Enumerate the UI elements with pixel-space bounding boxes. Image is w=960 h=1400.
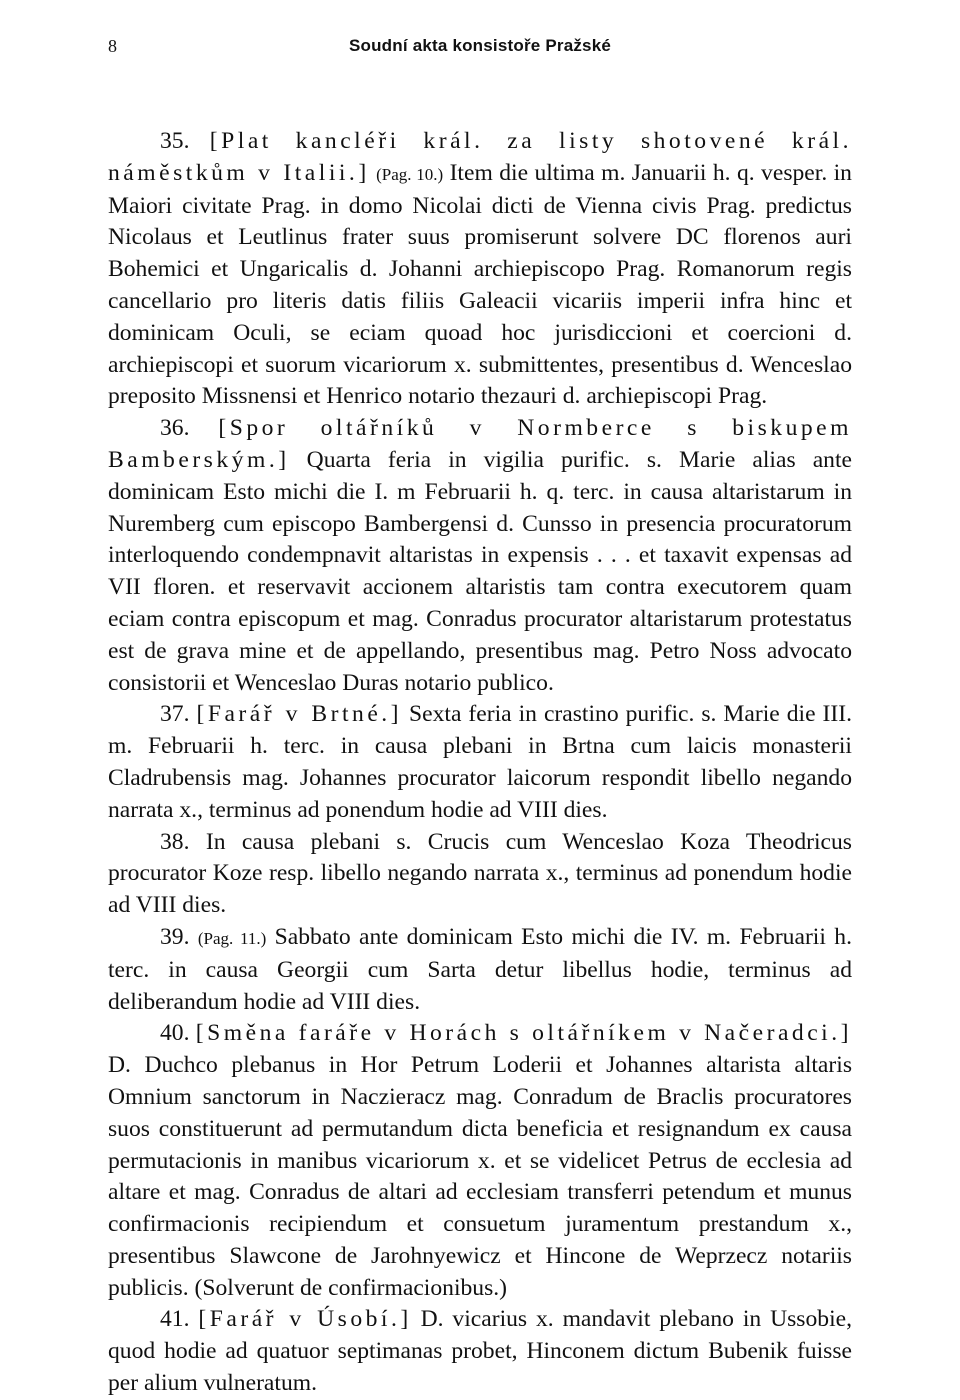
entry-text: Item die ultima m. Januarii h. q. vesper. in Maiori civitate Prag. in domo Nicolai dicti de Vienna civis Prag. predictus Nicolaus et Leutlinus frater suus promiserunt solvere DC florenos auri Bohemici et Ungaricalis d. Johanni archiepiscopo Prag. Romanorum regis cancellario pro literis datis filiis Galeacii vicariis imperii infra hinc et dominicam Oculi, se eciam quoad hoc jurisdiccioni et coercioni d. archiepiscopi et suorum vicariorum x. submittentes, presentibus d. Wenceslao preposito Missnensi et Henrico notario thezauri d. archiepiscopi Prag.: [108, 159, 852, 410]
entry-text: Quarta feria in vigilia purific. s. Marie alias ante dominicam Esto michi die I. m Februarii h. q. terc. in causa altaristarum in Nuremberg cum episcopo Bambergensi d. Cunsso in presencia procuratorum interloquendo condempnavit altaristas in expensis . . . et taxavit expensas ad VII floren. et reservavit accionem altaristis tam contra executorem quam eciam contra episcopum et mag. Conradus procurator altaristarum protestatus est de grava mine et de appellando, presentibus mag. Petro Noss advocato consistorii et Wenceslao Duras notario publico.: [108, 446, 852, 696]
entry-36: [108, 413, 852, 699]
entry-37: [108, 699, 852, 826]
running-header: [108, 36, 852, 66]
entry-heading: [Spor oltářníků v Normberce s biskupem Bamberským.]: [108, 415, 852, 473]
entry-number: 36.: [160, 415, 190, 442]
entry-number: 38.: [160, 828, 190, 855]
page-reference: (Pag. 11.): [197, 928, 267, 948]
entry-39: [108, 922, 852, 1018]
entry-heading: [Plat kancléři král. za listy shotovené král. náměstkům v Italii.]: [108, 128, 852, 186]
entry-text: D. vicarius x. mandavit plebano in Ussobie, quod hodie ad quatuor septimanas probet, Hinconem dictum Bubenik fuisse per alium vulneratum.: [108, 1306, 852, 1397]
entry-heading: [Farář v Úsobí.]: [198, 1306, 412, 1333]
entry-35: [108, 126, 852, 413]
entry-41: [108, 1304, 852, 1399]
entry-text: Sexta feria in crastino purific. s. Marie die III. m. Februarii h. terc. in causa plebani in Brtna cum laicis monasterii Cladrubensis mag. Johannes procurator laicorum respondit libello negando narrata x., terminus ad ponendum hodie ad VIII dies.: [108, 701, 852, 823]
entry-number: 35.: [160, 128, 190, 154]
entry-text: D. Duchco plebanus in Hor Petrum Loderii et Johannes altarista altaris Omnium sanctorum in Naczieracz mag. Conradum de Braclis procuratores suos constituerunt ad permutandum dicta beneficia et resignandum ex causa permutacionis in manibus vicariorum x. et se videlicet Petrus de ecclesia ad altare et mag. Conradus de altari ad ecclesiam transferri petendum et munus confirmacionis recipiendum et consuetum juramentum prestandum x., presentibus Slawcone de Jarohnyewicz et Hincone de Weprzecz notariis publicis. (Solverunt de confirmacionibus.): [108, 1052, 852, 1301]
running-title: Soudní akta konsistoře Pražské: [348, 36, 612, 55]
entry-text: In causa plebani s. Crucis cum Wenceslao Koza Theodricus procurator Koze resp. libello negando narrata x., terminus ad ponendum hodie ad VIII dies.: [108, 828, 852, 919]
page-reference: (Pag. 10.): [376, 164, 444, 184]
body-text: [108, 126, 852, 1400]
entry-38: [108, 827, 852, 922]
entry-40: [108, 1018, 852, 1304]
entry-number: 40.: [160, 1020, 190, 1047]
entry-number: 39.: [160, 923, 190, 950]
entry-number: 37.: [160, 701, 190, 728]
page-number: 8: [108, 36, 117, 56]
entry-number: 41.: [160, 1306, 190, 1333]
entry-heading: [Směna faráře v Horách s oltářníkem v Načeradci.]: [195, 1020, 852, 1047]
entry-heading: [Farář v Brtné.]: [196, 701, 403, 728]
entry-text: Sabbato ante dominicam Esto michi die IV. m. Februarii h. terc. in causa Georgii cum Sarta detur libellus hodie, terminus ad deliberandum hodie ad VIII dies.: [108, 923, 852, 1015]
